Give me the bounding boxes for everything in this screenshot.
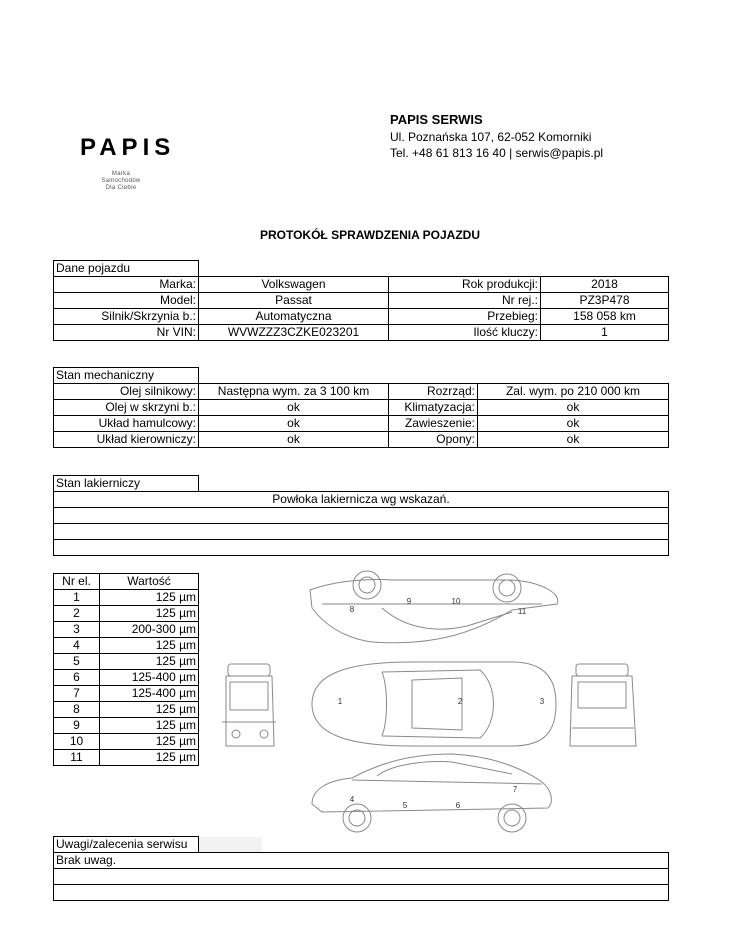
table-row: Olej w skrzyni b.: ok Klimatyzacja: ok	[54, 400, 669, 416]
diagram-panel-label: 7	[512, 785, 518, 794]
table-row: Marka: Volkswagen Rok produkcji: 2018	[54, 277, 669, 293]
diagram-panel-label: 3	[539, 697, 545, 706]
table-row: 6 125-400 µm	[54, 670, 199, 686]
diagram-panel-label: 5	[402, 801, 408, 810]
company-contact: Tel. +48 61 813 16 40 | serwis@papis.pl	[390, 146, 604, 160]
table-row: Olej silnikowy: Następna wym. za 3 100 km Rozrząd: Zal. wym. po 210 000 km	[54, 384, 669, 400]
car-top-view	[312, 662, 556, 746]
table-row: 3 200-300 µm	[54, 622, 199, 638]
column-header-number: Nr el.	[54, 574, 100, 590]
company-name: PAPIS SERWIS	[390, 112, 483, 127]
table-row: 11 125 µm	[54, 750, 199, 766]
table-row: 10 125 µm	[54, 734, 199, 750]
table-row: 1 125 µm	[54, 590, 199, 606]
section-header-paint: Stan lakierniczy	[54, 476, 199, 492]
mechanical-table	[53, 367, 669, 448]
remarks-text: Brak uwag.	[54, 853, 669, 869]
diagram-panel-label: 1	[337, 697, 343, 706]
table-row: Nr VIN: WVWZZZ3CZKE023201 Ilość kluczy: 1	[54, 325, 669, 341]
company-address: Ul. Poznańska 107, 62-052 Komorniki	[390, 130, 592, 144]
logo: PAPIS	[80, 134, 176, 161]
table-row: Układ hamulcowy: ok Zawieszenie: ok	[54, 416, 669, 432]
table-row: Model: Passat Nr rej.: PZ3P478	[54, 293, 669, 309]
diagram-panel-label: 6	[455, 801, 461, 810]
logo-tagline: Marka Samochodów Dla Ciebie	[101, 171, 141, 191]
table-row: 5 125 µm	[54, 654, 199, 670]
diagram-panel-label: 8	[349, 605, 355, 614]
table-row: Układ kierowniczy: ok Opony: ok	[54, 432, 669, 448]
car-front-view	[222, 664, 276, 746]
table-row: 7 125-400 µm	[54, 686, 199, 702]
paint-note: Powłoka lakiernicza wg wskazań.	[54, 492, 669, 508]
column-header-value: Wartość	[100, 574, 199, 590]
vehicle-data-table	[53, 260, 669, 341]
table-row: 8 125 µm	[54, 702, 199, 718]
remarks-table	[53, 836, 669, 901]
table-row: 9 125 µm	[54, 718, 199, 734]
paint-table	[53, 475, 669, 556]
section-header-remarks: Uwagi/zalecenia serwisu	[54, 837, 199, 853]
table-row: 2 125 µm	[54, 606, 199, 622]
diagram-panel-label: 11	[517, 607, 527, 616]
section-header-vehicle: Dane pojazdu	[54, 261, 199, 277]
table-row: Silnik/Skrzynia b.: Automatyczna Przebieg: 158 058 km	[54, 309, 669, 325]
diagram-panel-label: 10	[451, 597, 461, 606]
diagram-panel-label: 2	[457, 697, 463, 706]
diagram-panel-label: 9	[406, 597, 412, 606]
car-rear-view	[570, 664, 636, 746]
section-header-mechanical: Stan mechaniczny	[54, 368, 199, 384]
car-paint-diagram	[212, 568, 654, 840]
diagram-panel-label: 4	[349, 795, 355, 804]
document-title: PROTOKÓŁ SPRAWDZENIA POJAZDU	[259, 228, 480, 242]
measurements-table	[53, 573, 199, 766]
table-row: 4 125 µm	[54, 638, 199, 654]
